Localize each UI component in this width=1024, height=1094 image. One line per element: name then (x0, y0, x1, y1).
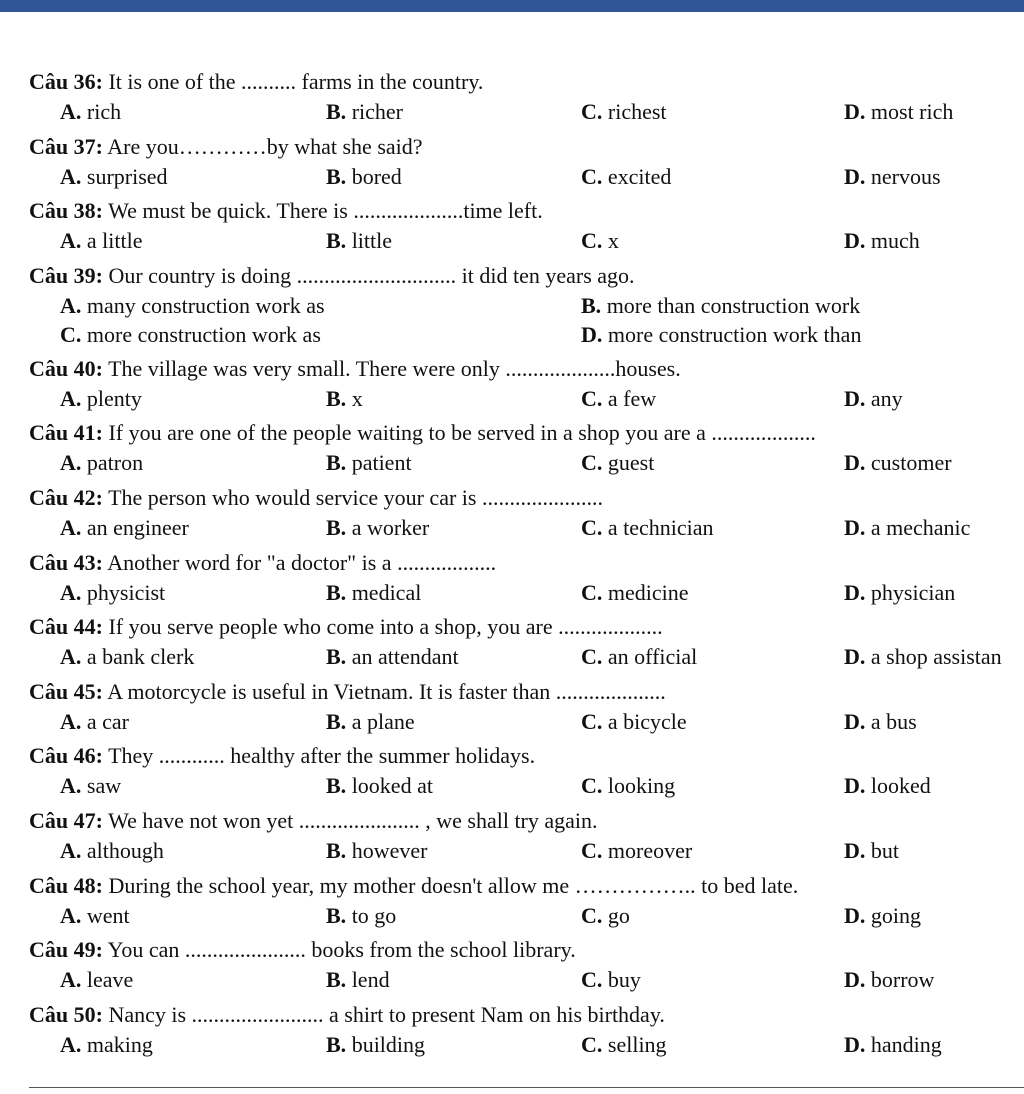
question-label: Câu 45: (29, 678, 103, 704)
question-text: If you serve people who come into a shop, you are ................... (108, 614, 663, 640)
option-b[interactable]: B. looked at (326, 773, 433, 799)
option-c[interactable]: C. x (581, 228, 619, 254)
option-c[interactable]: C. moreover (581, 837, 693, 863)
options-row (29, 1030, 1024, 1059)
question-stem (29, 67, 1024, 97)
question-stem (29, 741, 1024, 771)
question-text: They ............ healthy after the summer holidays. (108, 743, 536, 769)
options-row (29, 97, 1024, 126)
question-text: Are you…………by what she said? (107, 133, 423, 159)
question-40 (29, 354, 1024, 419)
option-a[interactable]: A. saw (60, 773, 122, 799)
question-stem (29, 677, 1024, 707)
option-a[interactable]: A. an engineer (60, 514, 189, 540)
option-a[interactable]: A. rich (60, 99, 122, 124)
options-row (29, 771, 1024, 800)
options-row (29, 226, 1024, 255)
options-row (29, 642, 1024, 671)
option-a[interactable]: A. went (60, 902, 130, 928)
question-stem (29, 196, 1024, 226)
question-36 (29, 67, 1024, 132)
question-text: We have not won yet ...................... , we shall try again. (108, 807, 598, 833)
question-label: Câu 47: (29, 807, 103, 833)
option-c[interactable]: C. guest (581, 450, 655, 476)
question-label: Câu 39: (29, 262, 103, 288)
option-b[interactable]: B. bored (326, 163, 402, 189)
question-41 (29, 418, 1024, 483)
question-label: Câu 48: (29, 872, 103, 898)
question-label: Câu 40: (29, 355, 103, 381)
question-48 (29, 871, 1024, 936)
option-d[interactable]: D. most rich (844, 99, 954, 124)
question-label: Câu 49: (29, 937, 103, 963)
option-b[interactable]: B. lend (326, 967, 390, 993)
option-b[interactable]: B. a plane (326, 708, 415, 734)
question-text: A motorcycle is useful in Vietnam. It is faster than .................... (107, 678, 666, 704)
options-row (29, 901, 1024, 930)
question-list (29, 67, 1024, 1064)
question-stem (29, 418, 1024, 448)
option-b[interactable]: B. however (326, 837, 428, 863)
option-a[interactable]: A. patron (60, 450, 144, 476)
question-stem (29, 871, 1024, 901)
option-c[interactable]: C. buy (581, 967, 641, 993)
question-stem (29, 261, 1024, 291)
option-a[interactable]: A. plenty (60, 385, 142, 411)
option-a[interactable]: A. surprised (60, 163, 168, 189)
options-row (29, 162, 1024, 191)
question-text: If you are one of the people waiting to be served in a shop you are a ................... (108, 420, 816, 446)
option-d[interactable]: D. physician (844, 579, 956, 605)
options-row (29, 707, 1024, 736)
options-row (29, 965, 1024, 994)
question-text: You can ...................... books from the school library. (107, 937, 576, 963)
option-b[interactable]: B. more than construction work (581, 292, 861, 318)
option-c[interactable]: C. looking (581, 773, 676, 799)
question-label: Câu 41: (29, 420, 103, 446)
option-c[interactable]: C. a bicycle (581, 708, 687, 734)
question-text: Nancy is ........................ a shirt to present Nam on his birthday. (108, 1001, 665, 1027)
option-a[interactable]: A. many construction work as (60, 292, 325, 318)
option-a[interactable]: A. physicist (60, 579, 166, 605)
question-stem (29, 612, 1024, 642)
question-label: Câu 50: (29, 1001, 103, 1027)
option-d[interactable]: D. nervous (844, 163, 941, 189)
option-d[interactable]: D. looked (844, 773, 931, 799)
question-label: Câu 42: (29, 484, 103, 510)
option-d[interactable]: D. a shop assistan (844, 644, 1002, 670)
option-b[interactable]: B. building (326, 1031, 426, 1057)
question-label: Câu 38: (29, 198, 103, 224)
option-c[interactable]: C. go (581, 902, 630, 928)
option-b[interactable]: B. to go (326, 902, 397, 928)
option-d[interactable]: D. borrow (844, 967, 935, 993)
question-text: The person who would service your car is ...................... (108, 484, 603, 510)
question-37 (29, 132, 1024, 197)
question-39 (29, 261, 1024, 354)
options-row (29, 320, 1024, 349)
bottom-divider (29, 1087, 1024, 1088)
question-label: Câu 43: (29, 549, 103, 575)
option-a[interactable]: A. a bank clerk (60, 644, 195, 670)
question-stem (29, 935, 1024, 965)
option-b[interactable]: B. an attendant (326, 644, 459, 670)
question-stem (29, 354, 1024, 384)
question-stem (29, 806, 1024, 836)
question-text: The village was very small. There were only ....................houses. (108, 355, 681, 381)
option-d[interactable]: D. more construction work than (581, 321, 862, 347)
option-c[interactable]: C. a technician (581, 514, 714, 540)
question-stem (29, 483, 1024, 513)
option-d[interactable]: D. going (844, 902, 922, 928)
option-c[interactable]: C. richest (581, 99, 667, 124)
option-d[interactable]: D. any (844, 385, 903, 411)
option-a[interactable]: A. although (60, 837, 164, 863)
option-a[interactable]: A. leave (60, 967, 134, 993)
question-stem (29, 548, 1024, 578)
question-stem (29, 132, 1024, 162)
option-b[interactable]: B. x (326, 385, 363, 411)
question-45 (29, 677, 1024, 742)
question-text: Our country is doing ............................. it did ten years ago. (108, 262, 635, 288)
option-d[interactable]: D. but (844, 837, 900, 863)
options-row (29, 836, 1024, 865)
question-label: Câu 46: (29, 743, 103, 769)
option-d[interactable]: D. handing (844, 1031, 942, 1057)
options-row (29, 513, 1024, 542)
question-label: Câu 36: (29, 69, 103, 94)
option-b[interactable]: B. little (326, 228, 393, 254)
question-43 (29, 548, 1024, 613)
question-text: It is one of the .......... farms in the country. (108, 69, 484, 94)
question-text: During the school year, my mother doesn't allow me …………….. to bed late. (108, 872, 799, 898)
option-a[interactable]: A. a little (60, 228, 143, 254)
header-bar (0, 0, 1024, 12)
question-stem (29, 1000, 1024, 1030)
option-c[interactable]: C. selling (581, 1031, 667, 1057)
question-42 (29, 483, 1024, 548)
question-38 (29, 196, 1024, 261)
option-c[interactable]: C. an official (581, 644, 698, 670)
options-row (29, 448, 1024, 477)
option-c[interactable]: C. medicine (581, 579, 689, 605)
question-44 (29, 612, 1024, 677)
option-d[interactable]: D. a mechanic (844, 514, 971, 540)
option-c[interactable]: C. a few (581, 385, 657, 411)
option-b[interactable]: B. richer (326, 99, 403, 124)
option-d[interactable]: D. customer (844, 450, 952, 476)
question-label: Câu 37: (29, 133, 103, 159)
option-c[interactable]: C. excited (581, 163, 672, 189)
options-row (29, 578, 1024, 607)
option-b[interactable]: B. medical (326, 579, 422, 605)
option-b[interactable]: B. a worker (326, 514, 430, 540)
option-d[interactable]: D. a bus (844, 708, 917, 734)
question-50 (29, 1000, 1024, 1065)
question-47 (29, 806, 1024, 871)
option-d[interactable]: D. much (844, 228, 920, 254)
question-46 (29, 741, 1024, 806)
question-label: Câu 44: (29, 614, 103, 640)
option-a[interactable]: A. a car (60, 708, 130, 734)
question-text: We must be quick. There is ....................time left. (108, 198, 543, 224)
question-49 (29, 935, 1024, 1000)
question-text: Another word for "a doctor" is a .................. (107, 549, 497, 575)
option-a[interactable]: A. making (60, 1031, 153, 1057)
option-b[interactable]: B. patient (326, 450, 412, 476)
options-row (29, 384, 1024, 413)
options-row (29, 291, 1024, 320)
option-c[interactable]: C. more construction work as (60, 321, 321, 347)
